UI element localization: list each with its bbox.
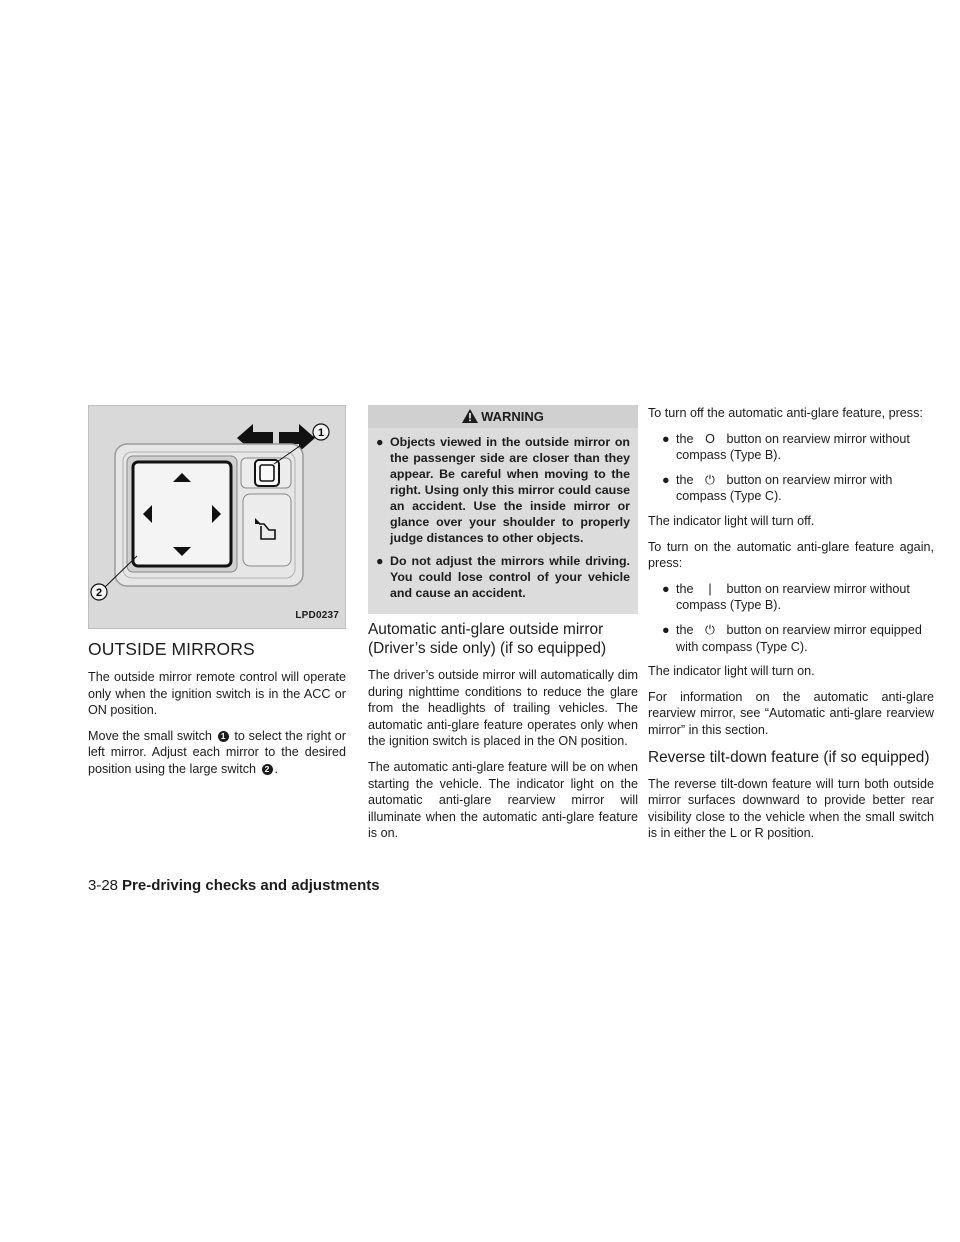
column-left [88,405,346,787]
off-button-list [648,431,934,505]
text-run: Move the small switch [88,728,212,743]
callout-2-icon: 2 [262,764,273,775]
text-run: button on rearview mirror equipped with compass (Type C). [676,622,922,654]
list-item [662,622,934,655]
power-button-icon: ⏻ [705,472,715,487]
list-item [662,472,934,505]
paragraph: To turn off the automatic anti-glare feature, press: [648,406,923,420]
off-button-glyph: O [705,431,715,446]
on-button-glyph: | [708,581,712,596]
warning-list [376,434,630,601]
subsection-heading-tilt-down: Reverse tilt-down feature (if so equipped) [648,748,930,766]
warning-item [376,553,630,601]
list-item [662,581,934,614]
warning-text: Do not adjust the mirrors while driving. You could lose control of your vehicle and cause an accident. [390,554,630,600]
warning-title: WARNING [481,409,544,424]
paragraph: The reverse tilt-down feature will turn both outside mirror surfaces downward to provide better rear visibility close to the vehicle when the small switch is in either the L or R position. [648,776,934,841]
text-run: the [676,581,694,596]
warning-header [368,405,638,428]
text-run: button on rearview mirror without compass (Type B). [676,431,910,463]
paragraph: The driver’s outside mirror will automatically dim during nighttime conditions to reduce the glare from the headlights of trailing vehicles. The automatic anti-glare feature operates only when the ignition switch is placed in the ON position. [368,668,638,749]
bullet-icon: ● [662,472,670,487]
page-footer [88,877,380,894]
subsection-heading-anti-glare: Automatic anti-glare outside mirror (Driver’s side only) (if so equipped) [368,621,607,657]
chapter-title: Pre-driving checks and adjustments [122,877,380,894]
paragraph [88,728,346,778]
mirror-switch-diagram [89,406,345,628]
column-right [648,405,934,851]
mirror-control-illustration [88,405,346,629]
text-run: . [274,761,279,776]
column-middle [368,405,638,851]
callout-2-label: 2 [95,587,103,599]
list-item [662,431,934,464]
callout-1-label: 1 [317,427,325,439]
callout-1-icon: 1 [218,731,229,742]
text-run: the [676,431,694,446]
bullet-icon: ● [662,622,670,637]
text-run: button on rearview mirror without compass (Type B). [676,581,910,613]
bullet-icon: ● [376,435,384,449]
section-heading-outside-mirrors: OUTSIDE MIRRORS [88,639,255,659]
text-run: to select the right or left mirror. Adjust each mirror to the desired position using the large switch [88,728,347,776]
warning-triangle-icon [462,407,478,430]
text-run: the [676,472,694,487]
paragraph: The indicator light will turn off. [648,513,815,528]
paragraph: The indicator light will turn on. [648,664,815,679]
warning-item [376,434,630,546]
text-run: the [676,622,694,637]
text-run: button on rearview mirror with compass (Type C). [676,472,893,504]
bullet-icon: ● [376,554,384,568]
paragraph: To turn on the automatic anti-glare feature again, press: [648,539,934,571]
figure-id: LPD0237 [295,610,339,622]
paragraph: The automatic anti-glare feature will be on when starting the vehicle. The indicator light on the automatic anti-glare rearview mirror will illuminate when the automatic anti-glare feature is on. [368,759,638,841]
warning-text: Objects viewed in the outside mirror on the passenger side are closer than they appear. Be careful when moving to the right. Using only this mirror could cause an accident. Use the inside mirror or glance over your shoulder to properly judge distances to other objects. [390,435,630,545]
paragraph: For information on the automatic anti-glare rearview mirror, see “Automatic anti-glare rearview mirror” in this section. [648,689,934,737]
power-button-icon: ⏻ [705,622,715,637]
warning-box [368,405,638,614]
on-button-list [648,581,934,655]
page-number: 3-28 [88,877,119,894]
bullet-icon: ● [662,581,670,596]
paragraph: The outside mirror remote control will operate only when the ignition switch is in the ACC or ON position. [88,670,346,718]
bullet-icon: ● [662,431,670,446]
